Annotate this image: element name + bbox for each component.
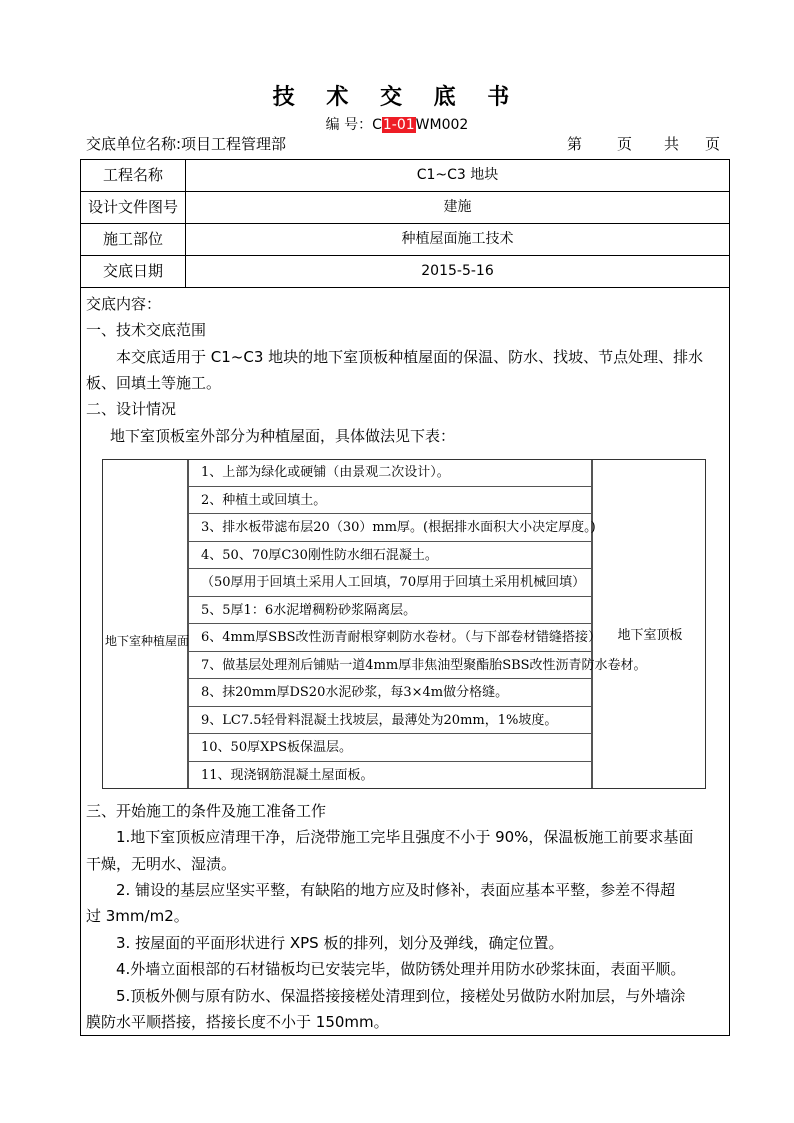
info-row-project [81,160,729,192]
layer-row: 6、4mm厚SBS改性沥青耐根穿刺防水卷材。（与下部卷材错缝搭接） [189,625,591,652]
layer-table-left-cell [103,460,189,788]
document-title: 技 术 交 底 书 [272,85,522,110]
layer-row: 9、LC7.5轻骨料混凝土找坡层，最薄处为20mm，1%坡度。 [189,708,591,735]
total-page-label: 页 [705,135,721,153]
layer-table-right-cell [591,460,705,788]
layer-table-right-label: 地下室顶板 [617,628,683,643]
issuing-unit: 交底单位名称:项目工程管理部 [86,135,287,153]
section-3-item-line: 1.地下室顶板应清理干净，后浇带施工完毕且强度不小于 90%，保温板施工前要求基面 [116,828,694,846]
info-row-drawing [81,192,729,224]
section-2-title: 二、设计情况 [86,400,177,418]
document-number [0,114,794,134]
section-1-paragraph-line: 本交底适用于 C1~C3 地块的地下室顶板种植屋面的保温、防水、找坡、节点处理、排水 [116,348,704,366]
info-value: 种植屋面施工技术 [401,231,514,247]
doc-no-label: 编 号：C [325,117,382,133]
layer-row: 11、现浇钢筋混凝土屋面板。 [201,767,374,783]
section-3-item-line: 4.外墙立面根部的石材锚板均已安装完毕，做防锈处理并用防水砂浆抹面，表面平顺。 [116,960,686,978]
layer-row: （50厚用于回填土采用人工回填，70厚用于回填土采用机械回填） [189,570,591,597]
section-3-item-line: 5.顶板外侧与原有防水、保温搭接接槎处清理到位，接槎处另做防水附加层，与外墙涂 [116,987,686,1005]
layer-row: 2、种植土或回填土。 [189,488,591,515]
info-value: 建施 [443,199,472,215]
page-label: 第 [567,135,583,153]
layer-row: 3、排水板带滤布层20（30）mm厚。(根据排水面积大小决定厚度。) [189,515,591,542]
total-label: 共 [664,135,680,153]
layer-row: 7、做基层处理剂后铺贴一道4mm厚非焦油型聚酯胎SBS改性沥青防水卷材。 [189,653,591,680]
info-row-location [81,224,729,256]
section-1-title: 一、技术交底范围 [86,321,207,339]
info-value: C1~C3 地块 [416,167,499,183]
section-3-item-line: 2. 铺设的基层应坚实平整，有缺陷的地方应及时修补，表面应基本平整，参差不得超 [116,881,676,899]
info-value: 2015-5-16 [421,263,494,279]
layer-row: 8、抹20mm厚DS20水泥砂浆，每3×4m做分格缝。 [189,680,591,707]
info-label: 工程名称 [81,160,186,191]
info-row-date [81,256,729,288]
info-label: 设计文件图号 [81,192,186,223]
page-of-label: 页 [617,135,633,153]
section-3-item-line: 过 3mm/m2。 [86,907,189,925]
content-heading: 交底内容： [86,295,162,313]
section-2-paragraph: 地下室顶板室外部分为种植屋面，具体做法见下表： [110,427,456,445]
info-label: 交底日期 [81,256,186,287]
layer-row: 10、50厚XPS板保温层。 [189,735,591,762]
section-3-item-line: 膜防水平顺搭接，搭接长度不小于 150mm。 [86,1013,389,1031]
section-3-title: 三、开始施工的条件及施工准备工作 [86,802,327,820]
doc-no-highlight: 1-01 [382,117,415,133]
layer-table-left-label: 地下室种植屋面 [105,634,190,648]
section-1-paragraph-line: 板、回填土等施工。 [86,374,222,392]
layer-construction-table [102,459,706,789]
doc-no-rest: WM002 [415,117,469,133]
info-label: 施工部位 [81,224,186,255]
layer-row: 1、上部为绿化或硬铺（由景观二次设计）。 [189,460,591,487]
layer-row: 5、5厚1：6水泥增稠粉砂浆隔离层。 [189,598,591,625]
section-3-item-line: 3. 按屋面的平面形状进行 XPS 板的排列，划分及弹线，确定位置。 [116,934,564,952]
layer-row: 4、50、70厚C30刚性防水细石混凝土。 [189,543,591,570]
section-3-item-line: 干燥，无明水、湿渍。 [86,855,237,873]
